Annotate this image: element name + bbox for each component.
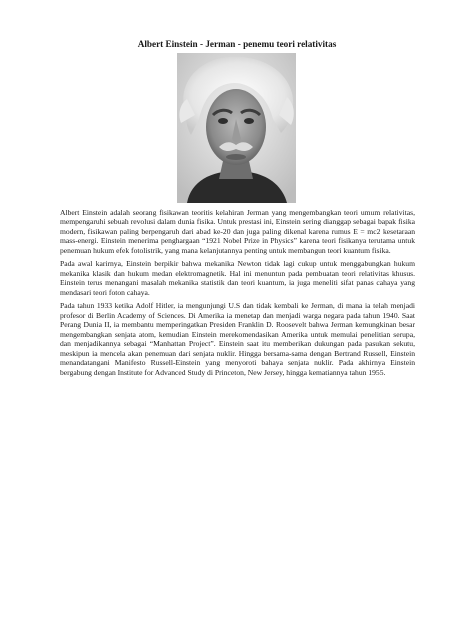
paragraph: Pada awal karirnya, Einstein berpikir bahwa mekanika Newton tidak lagi cukup untuk menggabungkan hukum mekanika klasik dan hukum medan elektromagnetik. Hal ini menuntun pada pembuatan teori relativitas khusus. Einstein terus menangani masalah mekanika statistik dan teori kuantum, ia juga meneliti sifat panas cahaya yang mendasari teori foton cahaya.	[60, 259, 415, 297]
paragraph: Albert Einstein adalah seorang fisikawan teoritis kelahiran Jerman yang mengembangkan teori umum relativitas, mempengaruhi sebuah revolusi dalam dunia fisika. Untuk prestasi ini, Einstein sering dianggap sebagai bapak fisika modern, fisikawan paling berpengaruh dari abad ke-20 dan juga paling dikenal karena rumus E = mc2 kesetaraan mass-energi. Einstein menerima penghargaan “1921 Nobel Prize in Physics” karena teori fisikanya terutama untuk penemuan hukum efek fotolistrik, yang mana kelanjutannya penting untuk membangun teori kuantum fisika.	[60, 208, 415, 255]
paragraph: Pada tahun 1933 ketika Adolf Hitler, ia mengunjungi U.S dan tidak kembali ke Jerman, di mana ia telah menjadi profesor di Berlin Academy of Sciences. Di Amerika ia menetap dan menjadi warga negara pada tahun 1940. Saat Perang Dunia II, ia membantu memperingatkan Presiden Franklin D. Roosevelt bahwa Jerman kemungkinan besar mengembangkan senjata atom, kemudian Einstein merekomendasikan Amerika untuk memulai penelitian serupa, dan menjadikannya sebagai “Manhattan Project”. Einstein saat itu memberikan dukungan pada pasukan sekutu, meskipun ia mencela akan penemuan dari senjata nuklir. Hingga bersama-sama dengan Bertrand Russell, Einstein menandatangani Manifesto Russell-Einstein yang menyoroti bahaya senjata nuklir. Pada akhirnya Einstein bergabung dengan Institute for Advanced Study di Princeton, New Jersey, hingga kematiannya tahun 1955.	[60, 301, 415, 377]
document-body	[60, 208, 415, 381]
einstein-portrait-photo	[177, 53, 296, 203]
document-title: Albert Einstein - Jerman - penemu teori relativitas	[137, 39, 337, 49]
